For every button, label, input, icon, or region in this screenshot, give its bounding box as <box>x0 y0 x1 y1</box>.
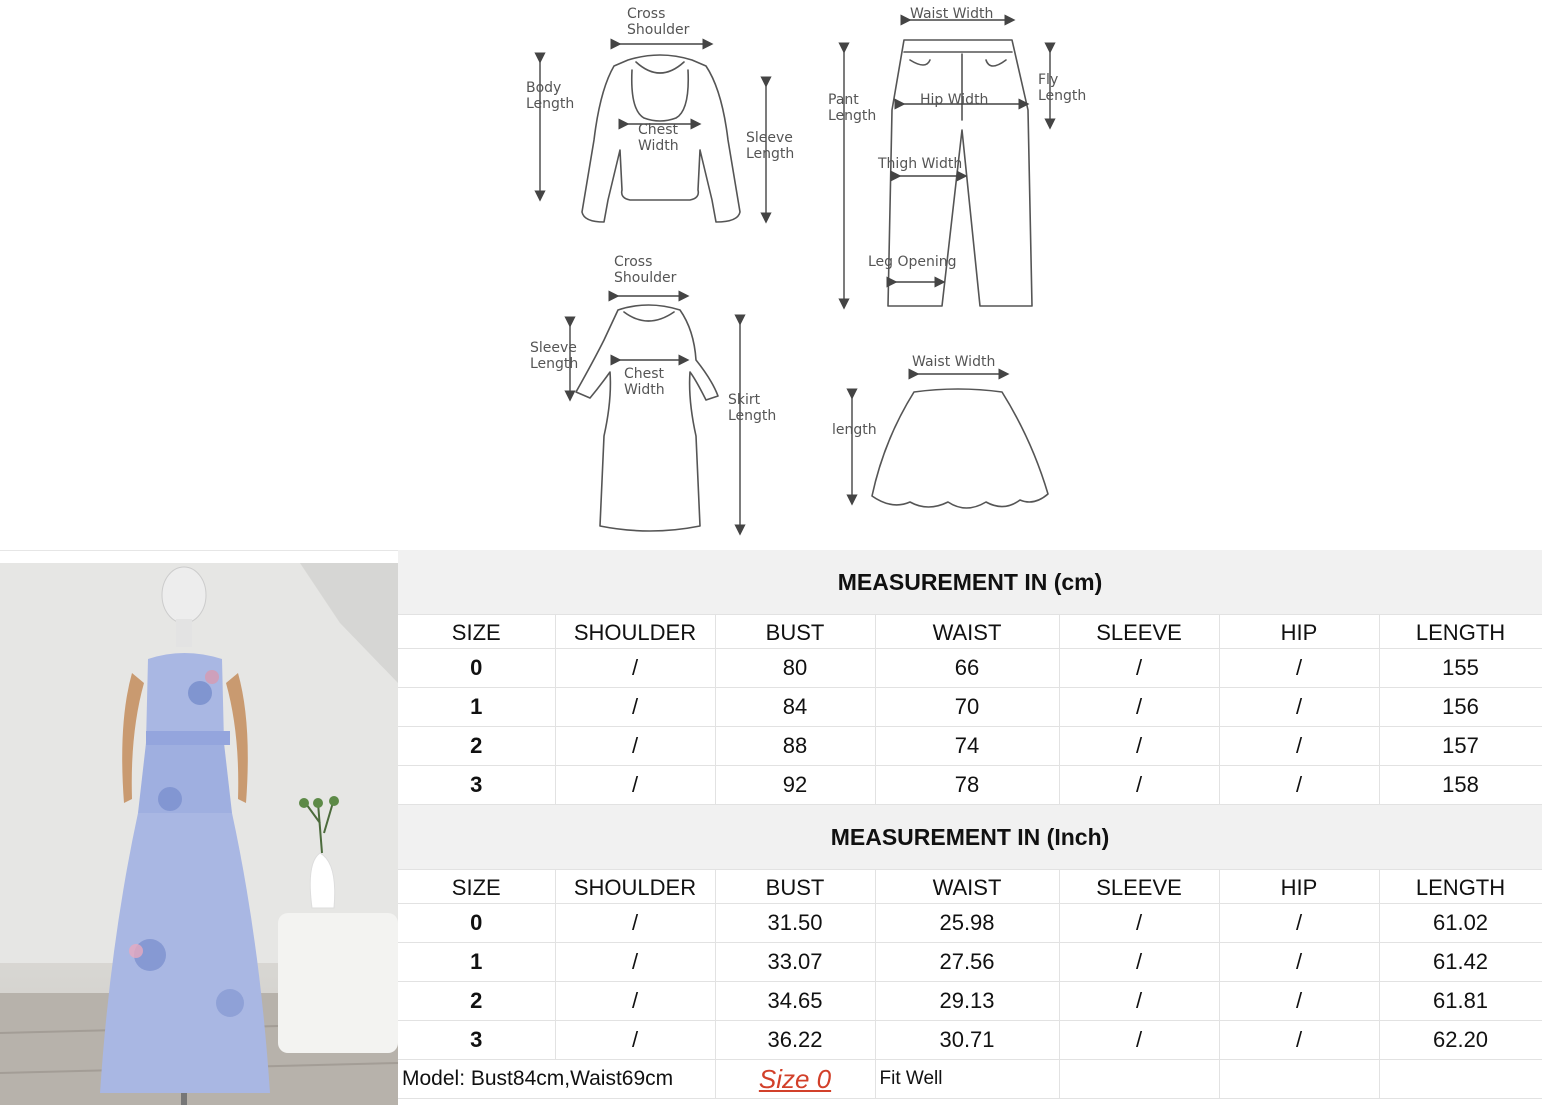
dress-skirt-length-label: Skirt <box>728 392 761 408</box>
top-sleeve-length-label-2: Length <box>746 146 795 162</box>
pants-waist-width-label: Waist Width <box>910 6 994 22</box>
cm-title-row <box>398 550 1542 615</box>
table-row <box>398 688 1542 727</box>
table-row <box>398 649 1542 688</box>
column-header: SHOULDER <box>555 870 715 904</box>
table-cell: / <box>1059 727 1219 766</box>
table-cell: 31.50 <box>715 904 875 943</box>
column-header: BUST <box>715 615 875 649</box>
size-cell: 2 <box>398 982 555 1021</box>
table-cell: 78 <box>875 766 1059 805</box>
top-body-length-label: Body <box>526 80 562 96</box>
table-cell: 36.22 <box>715 1021 875 1060</box>
table-cell: / <box>555 766 715 805</box>
size-cell: 3 <box>398 766 555 805</box>
pants-thigh-width-label: Thigh Width <box>878 156 963 172</box>
column-header: SHOULDER <box>555 615 715 649</box>
dress-cross-shoulder-label: Cross <box>614 254 653 270</box>
table-cell: / <box>1219 727 1379 766</box>
pants-pant-length-label: Pant <box>828 92 859 108</box>
table-cell: 29.13 <box>875 982 1059 1021</box>
column-header: SIZE <box>398 870 555 904</box>
column-header: SLEEVE <box>1059 615 1219 649</box>
table-cell: / <box>555 688 715 727</box>
table-row <box>398 766 1542 805</box>
table-cell: / <box>1219 904 1379 943</box>
table-cell: / <box>1219 1021 1379 1060</box>
table-cell: 25.98 <box>875 904 1059 943</box>
size-cell: 0 <box>398 904 555 943</box>
column-header: SIZE <box>398 615 555 649</box>
dress-cross-shoulder-label-2: Shoulder <box>614 270 677 286</box>
top-chest-width-label: Chest <box>638 122 679 138</box>
table-cell: 80 <box>715 649 875 688</box>
size-cell: 3 <box>398 1021 555 1060</box>
table-cell: 158 <box>1379 766 1542 805</box>
table-cell: 84 <box>715 688 875 727</box>
table-cell: / <box>555 727 715 766</box>
fit-note: Fit Well <box>875 1060 1059 1099</box>
table-cell: 61.81 <box>1379 982 1542 1021</box>
table-cell: 61.42 <box>1379 943 1542 982</box>
column-header: LENGTH <box>1379 615 1542 649</box>
pants-hip-width-label: Hip Width <box>920 92 989 108</box>
pants-leg-opening-label: Leg Opening <box>868 254 957 270</box>
table-cell: / <box>1059 904 1219 943</box>
table-cell: / <box>1059 1021 1219 1060</box>
skirt-diagram <box>832 354 1048 508</box>
table-cell: / <box>1219 688 1379 727</box>
table-cell: / <box>1219 982 1379 1021</box>
top-sleeve-length-label: Sleeve <box>746 130 793 146</box>
table-cell: / <box>1219 649 1379 688</box>
table-cell: 27.56 <box>875 943 1059 982</box>
table-cell: / <box>555 982 715 1021</box>
column-header: WAIST <box>875 870 1059 904</box>
pants-pant-length-label-2: Length <box>828 108 877 124</box>
table-cell: / <box>1219 766 1379 805</box>
table-cell: / <box>555 943 715 982</box>
size-cell: 1 <box>398 943 555 982</box>
size-chart-table <box>398 550 1542 1099</box>
column-header: WAIST <box>875 615 1059 649</box>
size-cell: 2 <box>398 727 555 766</box>
empty-cell <box>1379 1060 1542 1099</box>
table-cell: 30.71 <box>875 1021 1059 1060</box>
table-cell: / <box>1059 688 1219 727</box>
measurement-diagram-panel <box>0 0 1542 551</box>
model-size: Size 0 <box>715 1060 875 1099</box>
model-measurements: Model: Bust84cm,Waist69cm <box>398 1060 715 1099</box>
dress-diagram <box>530 254 776 531</box>
table-cell: 33.07 <box>715 943 875 982</box>
table-cell: / <box>555 1021 715 1060</box>
pants-fly-length-label-2: Length <box>1038 88 1087 104</box>
model-info-row <box>398 1060 1542 1099</box>
table-cell: 88 <box>715 727 875 766</box>
cm-header-row <box>398 615 1542 649</box>
table-row <box>398 982 1542 1021</box>
table-cell: 70 <box>875 688 1059 727</box>
table-cell: 156 <box>1379 688 1542 727</box>
column-header: LENGTH <box>1379 870 1542 904</box>
table-cell: 157 <box>1379 727 1542 766</box>
size-chart <box>398 550 1542 1105</box>
top-body-length-label-2: Length <box>526 96 575 112</box>
top-cross-shoulder-label-2: Shoulder <box>627 22 690 38</box>
table-cell: / <box>1059 649 1219 688</box>
empty-cell <box>1059 1060 1219 1099</box>
inch-header-row <box>398 870 1542 904</box>
mannequin-dress-illustration <box>0 563 398 1105</box>
column-header: SLEEVE <box>1059 870 1219 904</box>
table-cell: / <box>555 649 715 688</box>
size-cell: 0 <box>398 649 555 688</box>
table-cell: / <box>1059 766 1219 805</box>
dress-skirt-length-label-2: Length <box>728 408 777 424</box>
table-cell: 66 <box>875 649 1059 688</box>
pants-diagram <box>828 6 1086 306</box>
inch-title-row <box>398 805 1542 870</box>
table-cell: / <box>555 904 715 943</box>
top-chest-width-label-2: Width <box>638 138 679 154</box>
dress-chest-width-label: Chest <box>624 366 665 382</box>
skirt-length-label: length <box>832 422 877 438</box>
dress-sleeve-length-label: Sleeve <box>530 340 577 356</box>
skirt-waist-width-label: Waist Width <box>912 354 996 370</box>
table-cell: / <box>1059 943 1219 982</box>
dress-sleeve-length-label-2: Length <box>530 356 579 372</box>
measurement-diagrams <box>0 0 1542 550</box>
column-header: BUST <box>715 870 875 904</box>
table-row <box>398 904 1542 943</box>
dress-chest-width-label-2: Width <box>624 382 665 398</box>
product-photo <box>0 563 398 1105</box>
table-cell: 155 <box>1379 649 1542 688</box>
empty-cell <box>1219 1060 1379 1099</box>
cm-table-title: MEASUREMENT IN (cm) <box>398 550 1542 615</box>
pants-fly-length-label: Fly <box>1038 72 1059 88</box>
top-cross-shoulder-label: Cross <box>627 6 666 22</box>
table-cell: 74 <box>875 727 1059 766</box>
table-cell: / <box>1219 943 1379 982</box>
table-cell: 61.02 <box>1379 904 1542 943</box>
size-cell: 1 <box>398 688 555 727</box>
top-garment-diagram <box>526 6 794 222</box>
table-cell: / <box>1059 982 1219 1021</box>
table-cell: 92 <box>715 766 875 805</box>
table-row <box>398 943 1542 982</box>
table-cell: 62.20 <box>1379 1021 1542 1060</box>
inch-table-title: MEASUREMENT IN (Inch) <box>398 805 1542 870</box>
column-header: HIP <box>1219 615 1379 649</box>
table-cell: 34.65 <box>715 982 875 1021</box>
column-header: HIP <box>1219 870 1379 904</box>
table-row <box>398 727 1542 766</box>
table-row <box>398 1021 1542 1060</box>
